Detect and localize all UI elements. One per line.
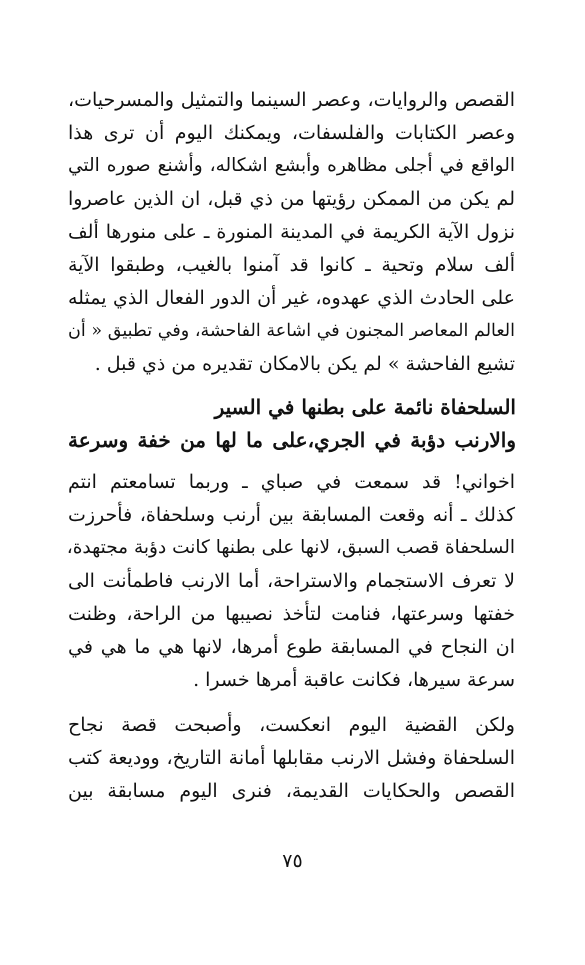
- paragraph1-line-3: الواقع في أجلى مظاهره وأبشع اشكاله، وأشنع صوره التي: [68, 155, 515, 176]
- paragraph2-line-4: لا تعرف الاستجمام والاستراحة، أما الارنب فاطمأنت الى: [68, 570, 515, 592]
- paragraph2-line-7: سرعة سيرها، فكانت عاقبة أمرها خسرا .: [193, 669, 515, 691]
- paragraph1-line-2: وعصر الكتابات والفلسفات، ويمكنك اليوم أن ترى هذا: [68, 122, 515, 144]
- paragraph1-line-9: تشيع الفاحشة » لم يكن بالامكان تقديره من ذي قبل .: [94, 353, 515, 375]
- paragraph2-line-3: السلحفاة قصب السبق، لانها على بطنها كانت دؤبة مجتهدة،: [66, 537, 515, 558]
- paragraph3-line-3: القصص والحكايات القديمة، فنرى اليوم مسابقة بين: [68, 780, 515, 802]
- paragraph1-line-8: العالم المعاصر المجنون في اشاعة الفاحشة، وفي تطبيق « أن: [68, 321, 515, 341]
- paragraph3-line-1: ولكن القضية اليوم انعكست، وأصبحت قصة نجاح: [68, 714, 515, 736]
- paragraph1-line-5: نزول الآية الكريمة في المدينة المنورة ـ على منورها ألف: [68, 221, 515, 243]
- paragraph1-line-7: على الحادث الذي عهدوه، غير أن الدور الفعال الذي يمثله: [68, 287, 515, 309]
- paragraph2-line-2: كذلك ـ أنه وقعت المسابقة بين أرنب وسلحفاة، فأحرزت: [68, 504, 515, 526]
- section-heading-line-1: السلحفاة نائمة على بطنها في السير: [214, 395, 516, 419]
- paragraph1-line-4: لم يكن من الممكن رؤيتها من ذي قبل، ان الذين عاصروا: [68, 188, 515, 210]
- paragraph3-line-2: السلحفاة وفشل الارنب مقابلها أمانة التاريخ، ووديعة كتب: [68, 747, 515, 769]
- page-number: ٧٥: [282, 850, 303, 872]
- paragraph1-line-1: القصص والروايات، وعصر السينما والتمثيل والمسرحيات،: [68, 89, 515, 111]
- paragraph2-line-6: ان النجاح في المسابقة طوع أمرها، لانها هي ما هي في: [68, 636, 515, 658]
- paragraph2-line-5: خفتها وسرعتها، فنامت لتأخذ نصيبها من الراحة، وظنت: [68, 603, 515, 625]
- section-heading-line-2: والارنب دؤبة في الجري،على ما لها من خفة وسرعة: [68, 428, 516, 452]
- paragraph2-line-1: اخواني! قد سمعت في صباي ـ وربما تسامعتم انتم: [68, 471, 515, 493]
- paragraph1-line-6: ألف سلام وتحية ـ كانوا قد آمنوا بالغيب، وطبقوا الآية: [68, 254, 515, 276]
